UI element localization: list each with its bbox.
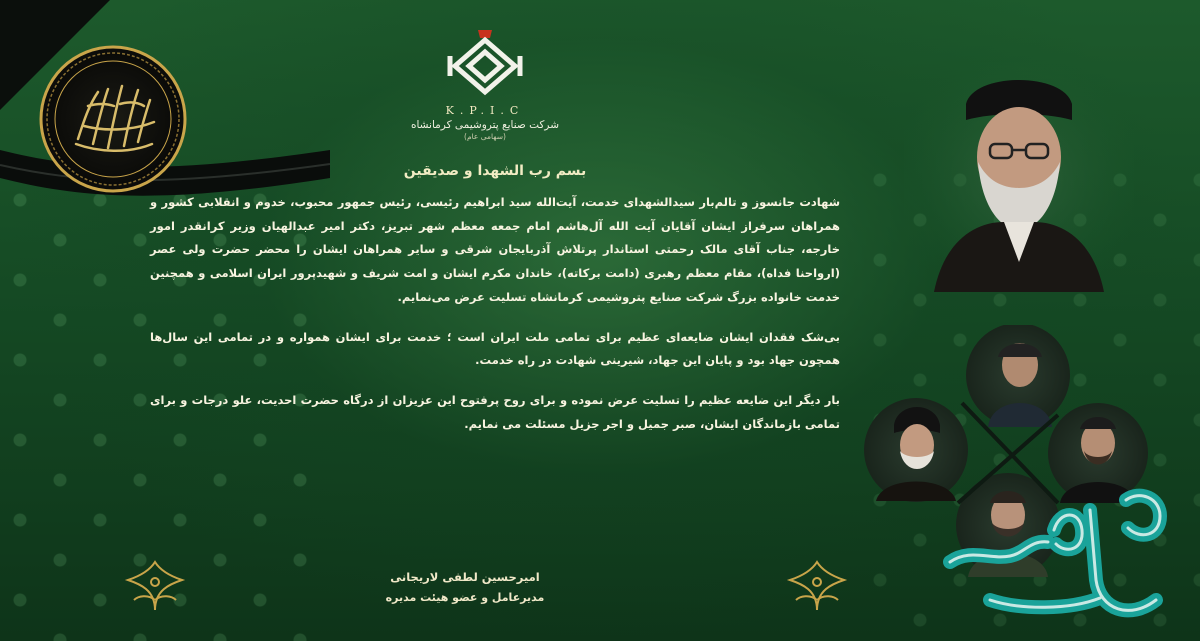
gold-ornament-right xyxy=(782,560,852,612)
company-abbreviation: K.P.I.C xyxy=(445,104,525,117)
paragraph-2: بی‌شک فقدان ایشان ضایعه‌ای عظیم برای تمامی ملت ایران است ؛ خدمت برای ایشان همواره و در تمامی این سال‌ها همچون جهاد بود و پایان این جهاد، شیرینی شهادت در راه خدمت. xyxy=(150,329,840,368)
gold-ornament-left xyxy=(120,560,190,612)
site-watermark xyxy=(930,470,1190,640)
condolence-text xyxy=(150,163,840,436)
company-block xyxy=(380,104,590,141)
kpic-logo xyxy=(430,26,540,106)
company-name: شرکت صنایع پتروشیمی کرمانشاه xyxy=(410,119,560,131)
heading: بسم رب الشهدا و صدیقین xyxy=(403,163,587,179)
portrait-photo xyxy=(904,62,1134,292)
paragraph-1: شهادت جانسوز و تالم‌بار سیدالشهدای خدمت، آیت‌الله سید ابراهیم رئیسی، رئیس جمهور محبوب، خدوم و انقلابی کشور و همراهان سرفراز ایشان آقایان آیت الله آل‌هاشم امام جمعه معظم شهر تبریز، دکتر امیر عبدالهیان وزیر کرانقدر امور خارجه، جناب آقای مالک رحمتی استاندار پرتلاش آذربایجان شرقی و سایر همراهان ایشان را محضر حضرت ولی عصر (ارواحنا فداه)، مقام معظم رهبری (دامت برکاته)، خاندان مکرم ایشان و امت شریف و شهیدپرور ایران اسلامی و همچنین خدمت خانواده بزرگ شرکت صنایع پتروشیمی کرمانشاه تسلیت عرض می‌نمایم. xyxy=(150,195,840,304)
signer-name: امیرحسین لطفی لاریجانی xyxy=(390,570,540,584)
signer-title: مدیرعامل و عضو هیئت مدیره xyxy=(385,591,545,604)
company-type: (سهامی عام) xyxy=(464,132,506,141)
paragraph-3: بار دیگر این ضایعه عظیم را تسلیت عرض نموده و برای روح پرفتوح این عزیزان از درگاه حضرت احدیت، علو درجات و برای تمامی بازماندگان ایشان، صبر جمیل و اجر جزیل مسئلت می نمایم. xyxy=(150,392,840,431)
signature-block xyxy=(370,566,560,608)
